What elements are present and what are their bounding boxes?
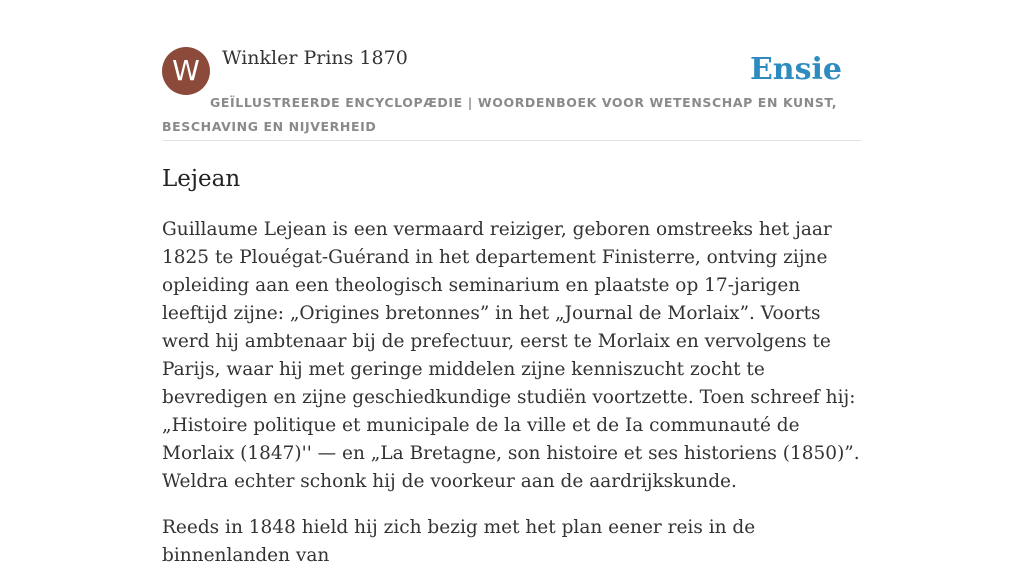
source-avatar[interactable]: W: [162, 47, 210, 95]
article-paragraph: Guillaume Lejean is een vermaard reiziger, geboren omstreeks het jaar 1825 te Plouégat-Guérand in het departement Finisterre, ontving zijne opleiding aan een theologisch seminarium en plaatste op 17-jarigen leeftijd zijne: „Origines bretonnes” in het „Journal de Morlaix”. Voorts werd hij ambtenaar bij de prefectuur, eerst te Morlaix en vervolgens te Parijs, waar hij met geringe middelen zijne kenniszucht zocht te bevredigen en zijne geschiedkundige studiën voortzette. Toen schreef hij: „Histoire politique et municipale de la ville et de Ia communauté de Morlaix (1847)'' — en „La Bretagne, son histoire et ses historiens (1850)”. Weldra echter schonk hij de voorkeur aan de aardrijkskunde.: [162, 219, 860, 492]
source-header: [162, 46, 862, 141]
article-paragraph: Reeds in 1848 hield hij zich bezig met het plan eener reis in de binnenlanden van: [162, 517, 756, 566]
source-subtitle: GEÏLLUSTREERDE ENCYCLOPÆDIE | WOORDENBOEK VOOR WETENSCHAP EN KUNST, BESCHAVING EN NIJVERHEID: [162, 95, 838, 134]
source-title[interactable]: Winkler Prins 1870: [222, 47, 408, 69]
article-body: [162, 216, 862, 588]
brand-logo[interactable]: Ensie: [749, 52, 842, 87]
article-title: Lejean: [162, 166, 241, 192]
